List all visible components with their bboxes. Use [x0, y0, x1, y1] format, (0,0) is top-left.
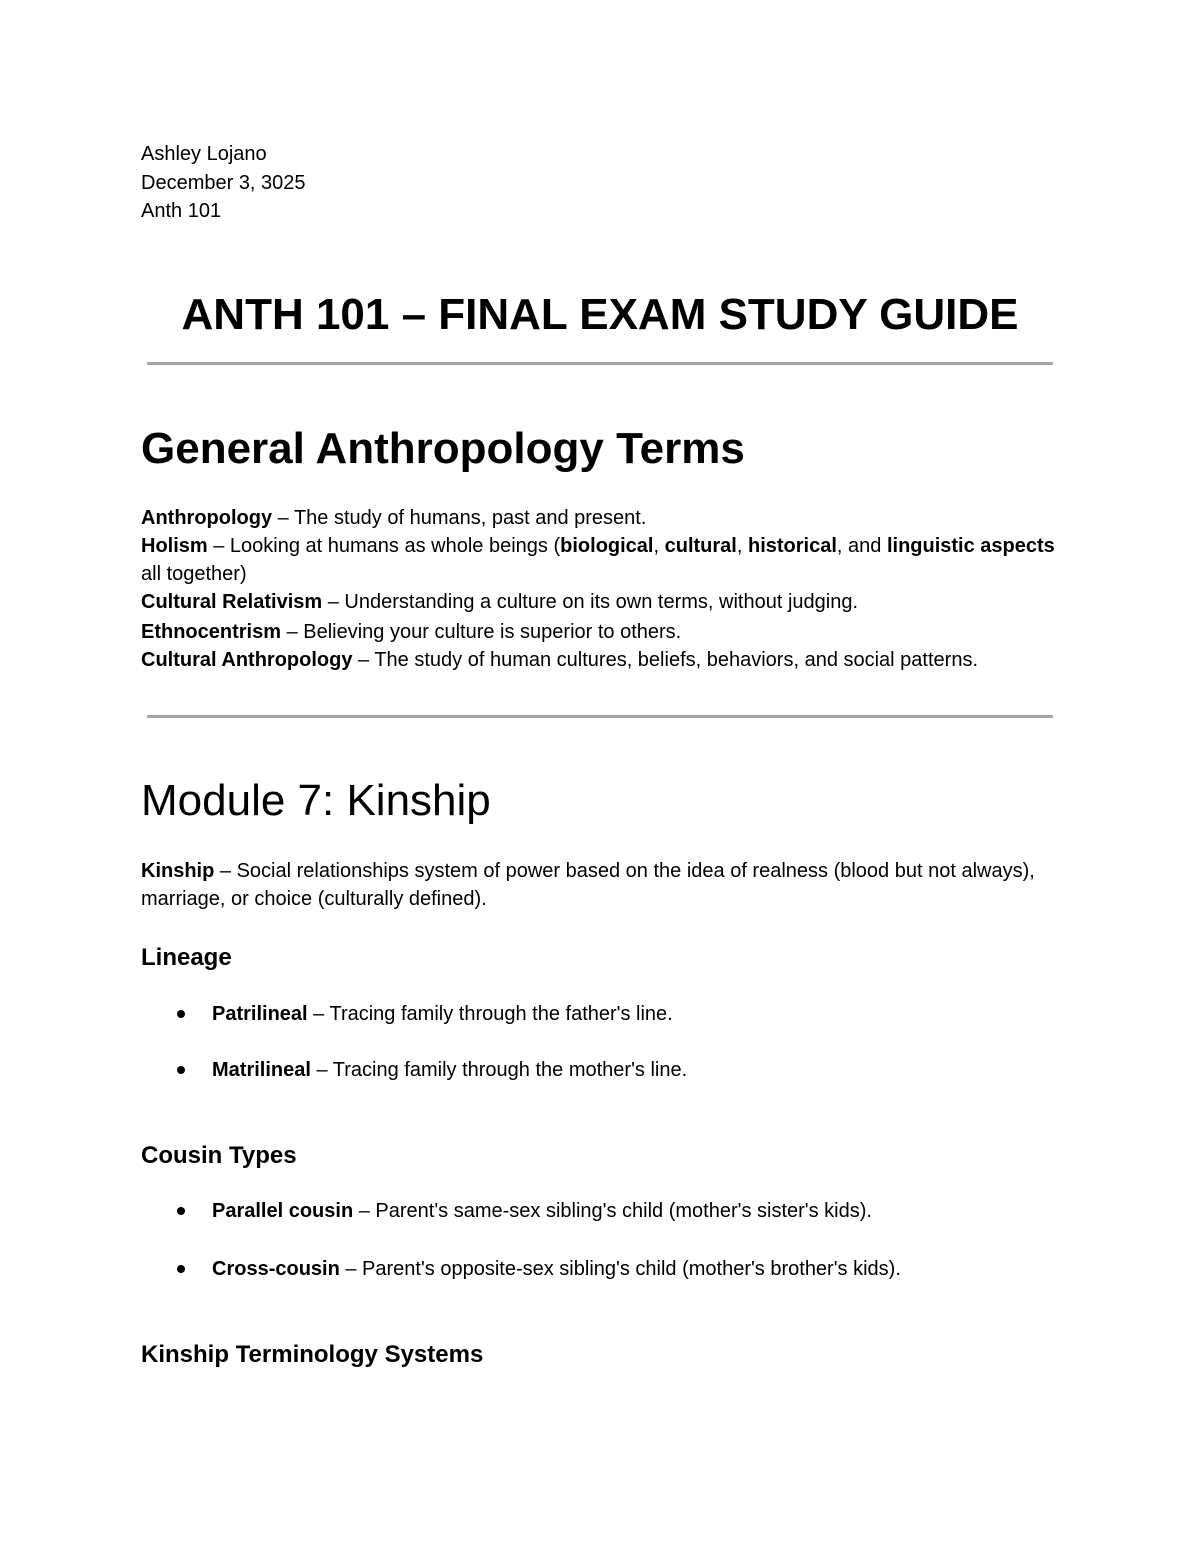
term-label: Matrilineal [212, 1059, 311, 1081]
term-label: Ethnocentrism [141, 621, 282, 643]
term-definition: – Believing your culture is superior to others. [281, 621, 682, 643]
term-definition: – The study of humans, past and present. [272, 507, 647, 529]
list-item [212, 1255, 901, 1283]
horizontal-rule [147, 715, 1053, 718]
definition-holism: Holism – Looking at humans as whole beings (biological, cultural, historical, and linguistic aspects all together) [141, 535, 1055, 585]
bullet-icon [177, 1207, 185, 1215]
subheading-kinship-terminology: Kinship Terminology Systems [141, 1341, 484, 1368]
document-date: December 3, 3025 [141, 172, 306, 194]
term-definition: – Social relationships system of power based on the idea of realness (blood but not always), marriage, or choice (culturally defined). [141, 860, 1035, 910]
emphasis-historical: historical [747, 535, 837, 557]
horizontal-rule [147, 362, 1053, 365]
section-heading-module-7: Module 7: Kinship [141, 776, 491, 825]
term-definition: – The study of human cultures, beliefs, behaviors, and social patterns. [352, 649, 979, 671]
term-label: Kinship [141, 860, 215, 882]
term-definition: – Parent's opposite-sex sibling's child (mother's brother's kids). [339, 1258, 901, 1280]
term-definition: – Tracing family through the mother's line. [310, 1059, 688, 1081]
term-definition: – Tracing family through the father's line. [307, 1003, 673, 1025]
term-label: Cross-cousin [212, 1258, 340, 1280]
term-label: Cultural Relativism [141, 591, 323, 613]
definition-cultural-anthropology [141, 646, 1056, 674]
section-heading-general: General Anthropology Terms [141, 424, 745, 473]
definition-cultural-relativism [141, 588, 1056, 616]
subheading-lineage: Lineage [141, 944, 232, 971]
term-definition: – Looking at humans as whole beings ( [207, 535, 561, 557]
emphasis-cultural: cultural [664, 535, 737, 557]
term-label: Anthropology [141, 507, 273, 529]
definition-kinship [141, 857, 1056, 913]
bullet-icon [177, 1265, 185, 1273]
list-item [212, 1056, 687, 1084]
term-label: Parallel cousin [212, 1200, 354, 1222]
definition-anthropology [141, 504, 1056, 532]
course-name: Anth 101 [141, 200, 222, 222]
list-item [212, 1197, 872, 1225]
emphasis-linguistic: linguistic aspects [886, 535, 1055, 557]
term-label: Patrilineal [212, 1003, 308, 1025]
term-label: Cultural Anthropology [141, 649, 353, 671]
definition-ethnocentrism [141, 618, 1056, 646]
emphasis-biological: biological [560, 535, 654, 557]
author-name: Ashley Lojano [141, 143, 267, 165]
term-definition: – Understanding a culture on its own terms, without judging. [322, 591, 859, 613]
document-title: ANTH 101 – FINAL EXAM STUDY GUIDE [181, 290, 1019, 339]
list-item [212, 1000, 673, 1028]
term-label: Holism [141, 535, 208, 557]
bullet-icon [177, 1066, 185, 1074]
bullet-icon [177, 1010, 185, 1018]
subheading-cousin-types: Cousin Types [141, 1142, 297, 1169]
term-definition: – Parent's same-sex sibling's child (mother's sister's kids). [353, 1200, 872, 1222]
